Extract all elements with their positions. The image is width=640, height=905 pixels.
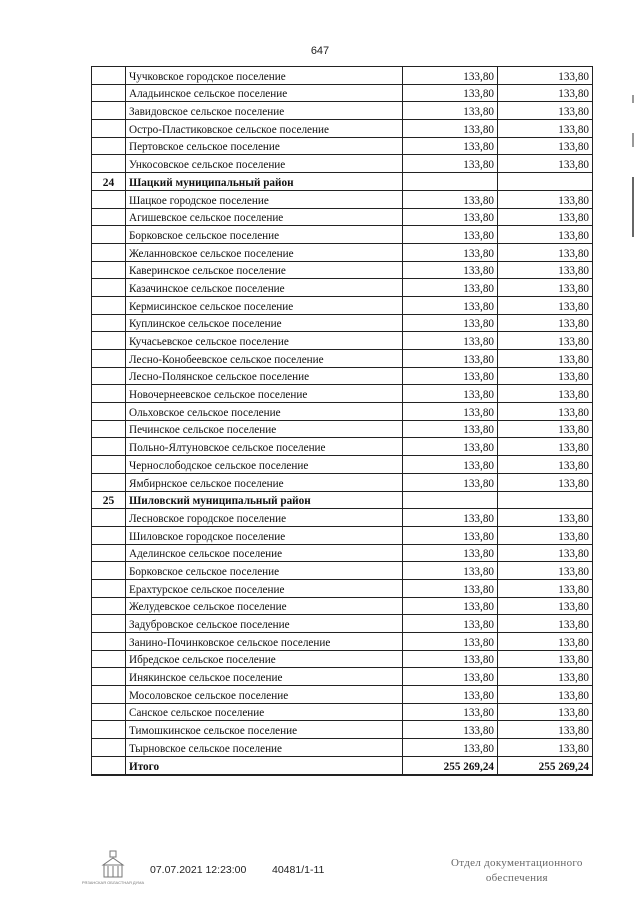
table-row bbox=[92, 597, 593, 615]
table-row bbox=[92, 67, 593, 85]
value-column-1: 133,80 bbox=[403, 721, 498, 739]
value-column-2: 133,80 bbox=[498, 633, 593, 651]
value-column-2: 133,80 bbox=[498, 350, 593, 368]
value-column-2: 133,80 bbox=[498, 650, 593, 668]
row-number bbox=[92, 102, 126, 120]
value-column-2: 133,80 bbox=[498, 615, 593, 633]
settlement-name: Кермисинское сельское поселение bbox=[126, 296, 403, 314]
value-column-1: 133,80 bbox=[403, 686, 498, 704]
value-column-1: 133,80 bbox=[403, 473, 498, 491]
settlement-name: Каверинское сельское поселение bbox=[126, 261, 403, 279]
row-number bbox=[92, 403, 126, 421]
value-column-1: 133,80 bbox=[403, 208, 498, 226]
table-row bbox=[92, 403, 593, 421]
row-number bbox=[92, 456, 126, 474]
row-number bbox=[92, 261, 126, 279]
value-column-1: 133,80 bbox=[403, 597, 498, 615]
total-label: Итого bbox=[126, 756, 403, 774]
row-number bbox=[92, 332, 126, 350]
value-column-2: 133,80 bbox=[498, 509, 593, 527]
settlement-name: Шацкое городское поселение bbox=[126, 190, 403, 208]
table-row bbox=[92, 703, 593, 721]
value-column-1: 133,80 bbox=[403, 155, 498, 173]
settlement-name: Задубровское сельское поселение bbox=[126, 615, 403, 633]
table-row bbox=[92, 456, 593, 474]
table-row bbox=[92, 84, 593, 102]
settlement-name: Польно-Ялтуновское сельское поселение bbox=[126, 438, 403, 456]
value-column-2: 133,80 bbox=[498, 332, 593, 350]
row-number bbox=[92, 279, 126, 297]
settlement-name: Санское сельское поселение bbox=[126, 703, 403, 721]
settlement-name: Ункосовское сельское поселение bbox=[126, 155, 403, 173]
value-column-1: 133,80 bbox=[403, 650, 498, 668]
settlement-name: Ямбирнское сельское поселение bbox=[126, 473, 403, 491]
row-number bbox=[92, 438, 126, 456]
table-row bbox=[92, 120, 593, 138]
value-column-2: 133,80 bbox=[498, 403, 593, 421]
value-column-1: 133,80 bbox=[403, 137, 498, 155]
row-number bbox=[92, 562, 126, 580]
value-column-1: 133,80 bbox=[403, 296, 498, 314]
stamp-line-1: Отдел документационного bbox=[451, 857, 583, 869]
scan-edge-marks bbox=[632, 95, 636, 267]
row-number bbox=[92, 668, 126, 686]
value-column-1: 133,80 bbox=[403, 456, 498, 474]
value-column-2: 133,80 bbox=[498, 137, 593, 155]
settlement-name: Ибредское сельское поселение bbox=[126, 650, 403, 668]
table-row bbox=[92, 226, 593, 244]
table-row bbox=[92, 332, 593, 350]
value-column-1: 133,80 bbox=[403, 102, 498, 120]
row-number bbox=[92, 350, 126, 368]
table-row bbox=[92, 544, 593, 562]
value-column-2: 133,80 bbox=[498, 579, 593, 597]
row-number bbox=[92, 120, 126, 138]
table-row bbox=[92, 137, 593, 155]
value-column-2: 133,80 bbox=[498, 279, 593, 297]
value-column-1: 133,80 bbox=[403, 332, 498, 350]
settlement-name: Тимошкинское сельское поселение bbox=[126, 721, 403, 739]
table-row bbox=[92, 102, 593, 120]
table-row bbox=[92, 190, 593, 208]
table-row bbox=[92, 633, 593, 651]
table-row bbox=[92, 526, 593, 544]
row-number bbox=[92, 526, 126, 544]
value-column-2: 133,80 bbox=[498, 562, 593, 580]
row-number bbox=[92, 509, 126, 527]
value-column-2: 133,80 bbox=[498, 243, 593, 261]
value-column-2: 133,80 bbox=[498, 296, 593, 314]
settlement-name: Занино-Починковское сельское поселение bbox=[126, 633, 403, 651]
value-column-1: 133,80 bbox=[403, 314, 498, 332]
row-number bbox=[92, 243, 126, 261]
value-column-2: 133,80 bbox=[498, 84, 593, 102]
value-column-2: 133,80 bbox=[498, 208, 593, 226]
row-number: 25 bbox=[92, 491, 126, 509]
table-row bbox=[92, 509, 593, 527]
table-row bbox=[92, 668, 593, 686]
value-column-2: 133,80 bbox=[498, 668, 593, 686]
value-column-1: 133,80 bbox=[403, 243, 498, 261]
settlement-name: Ерахтурское сельское поселение bbox=[126, 579, 403, 597]
value-column-1: 133,80 bbox=[403, 544, 498, 562]
value-column-1: 133,80 bbox=[403, 562, 498, 580]
settlement-name: Лесно-Полянское сельское поселение bbox=[126, 367, 403, 385]
value-column-1: 133,80 bbox=[403, 739, 498, 757]
value-column-2: 133,80 bbox=[498, 190, 593, 208]
value-column-1: 133,80 bbox=[403, 279, 498, 297]
settlement-name: Печинское сельское поселение bbox=[126, 420, 403, 438]
settlement-name: Желудевское сельское поселение bbox=[126, 597, 403, 615]
district-header-row bbox=[92, 491, 593, 509]
value-column-2: 133,80 bbox=[498, 544, 593, 562]
row-number bbox=[92, 739, 126, 757]
value-column-1: 133,80 bbox=[403, 226, 498, 244]
value-column-1: 133,80 bbox=[403, 526, 498, 544]
settlement-name: Чернослободское сельское поселение bbox=[126, 456, 403, 474]
value-column-2: 133,80 bbox=[498, 438, 593, 456]
row-number bbox=[92, 686, 126, 704]
table-row bbox=[92, 438, 593, 456]
row-number bbox=[92, 137, 126, 155]
value-column-2 bbox=[498, 491, 593, 509]
table-row bbox=[92, 473, 593, 491]
table-row bbox=[92, 615, 593, 633]
footer-doc-number: 40481/1-11 bbox=[272, 864, 325, 876]
stamp-line-2: обеспечения bbox=[485, 872, 548, 884]
total-value-1: 255 269,24 bbox=[403, 756, 498, 774]
value-column-1: 133,80 bbox=[403, 579, 498, 597]
row-number bbox=[92, 633, 126, 651]
value-column-1: 133,80 bbox=[403, 120, 498, 138]
settlement-name: Аладьинское сельское поселение bbox=[126, 84, 403, 102]
row-number bbox=[92, 473, 126, 491]
district-header-row bbox=[92, 173, 593, 191]
value-column-2: 133,80 bbox=[498, 367, 593, 385]
row-number bbox=[92, 226, 126, 244]
settlement-name: Лесновское городское поселение bbox=[126, 509, 403, 527]
row-number: 24 bbox=[92, 173, 126, 191]
page-number: 647 bbox=[310, 45, 330, 57]
row-number bbox=[92, 703, 126, 721]
value-column-2: 133,80 bbox=[498, 597, 593, 615]
value-column-1: 133,80 bbox=[403, 367, 498, 385]
settlement-name: Агишевское сельское поселение bbox=[126, 208, 403, 226]
value-column-2: 133,80 bbox=[498, 120, 593, 138]
settlement-name: Борковское сельское поселение bbox=[126, 226, 403, 244]
settlement-name: Аделинское сельское поселение bbox=[126, 544, 403, 562]
value-column-1: 133,80 bbox=[403, 67, 498, 85]
total-row bbox=[92, 756, 593, 774]
value-column-1: 133,80 bbox=[403, 84, 498, 102]
value-column-1: 133,80 bbox=[403, 350, 498, 368]
value-column-2: 133,80 bbox=[498, 526, 593, 544]
table-row bbox=[92, 261, 593, 279]
value-column-1: 133,80 bbox=[403, 420, 498, 438]
settlement-name: Остро-Пластиковское сельское поселение bbox=[126, 120, 403, 138]
settlement-name: Новочернеевское сельское поселение bbox=[126, 385, 403, 403]
value-column-1: 133,80 bbox=[403, 385, 498, 403]
value-column-1 bbox=[403, 173, 498, 191]
logo-caption: РЯЗАНСКАЯ ОБЛАСТНАЯ ДУМА bbox=[81, 880, 145, 885]
value-column-1 bbox=[403, 491, 498, 509]
value-column-2: 133,80 bbox=[498, 226, 593, 244]
row-number bbox=[92, 650, 126, 668]
row-number bbox=[92, 67, 126, 85]
value-column-2: 133,80 bbox=[498, 261, 593, 279]
settlement-name: Ольховское сельское поселение bbox=[126, 403, 403, 421]
row-number bbox=[92, 579, 126, 597]
table-row bbox=[92, 208, 593, 226]
settlement-name: Лесно-Конобеевское сельское поселение bbox=[126, 350, 403, 368]
table-row bbox=[92, 367, 593, 385]
value-column-1: 133,80 bbox=[403, 190, 498, 208]
value-column-1: 133,80 bbox=[403, 403, 498, 421]
table-row bbox=[92, 579, 593, 597]
row-number bbox=[92, 544, 126, 562]
department-stamp bbox=[451, 856, 583, 886]
table-row bbox=[92, 279, 593, 297]
row-number bbox=[92, 296, 126, 314]
settlement-name: Шацкий муниципальный район bbox=[126, 173, 403, 191]
value-column-2: 133,80 bbox=[498, 102, 593, 120]
total-num-cell bbox=[92, 756, 126, 774]
value-column-2: 133,80 bbox=[498, 420, 593, 438]
value-column-2: 133,80 bbox=[498, 473, 593, 491]
row-number bbox=[92, 208, 126, 226]
row-number bbox=[92, 615, 126, 633]
table-row bbox=[92, 296, 593, 314]
settlement-name: Инякинское сельское поселение bbox=[126, 668, 403, 686]
settlement-name: Пертовское сельское поселение bbox=[126, 137, 403, 155]
duma-logo bbox=[81, 851, 145, 892]
value-column-1: 133,80 bbox=[403, 438, 498, 456]
value-column-2: 133,80 bbox=[498, 456, 593, 474]
table-row bbox=[92, 721, 593, 739]
footer-datetime: 07.07.2021 12:23:00 bbox=[150, 864, 247, 876]
value-column-1: 133,80 bbox=[403, 668, 498, 686]
table-row bbox=[92, 420, 593, 438]
value-column-2: 133,80 bbox=[498, 314, 593, 332]
settlement-name: Завидовское сельское поселение bbox=[126, 102, 403, 120]
settlement-name: Казачинское сельское поселение bbox=[126, 279, 403, 297]
value-column-1: 133,80 bbox=[403, 703, 498, 721]
table-row bbox=[92, 314, 593, 332]
value-column-2: 133,80 bbox=[498, 739, 593, 757]
value-column-2: 133,80 bbox=[498, 67, 593, 85]
row-number bbox=[92, 597, 126, 615]
table-row bbox=[92, 650, 593, 668]
settlement-name: Желанновское сельское поселение bbox=[126, 243, 403, 261]
table-body bbox=[92, 67, 593, 757]
settlement-name: Тырновское сельское поселение bbox=[126, 739, 403, 757]
settlement-name: Шиловское городское поселение bbox=[126, 526, 403, 544]
row-number bbox=[92, 155, 126, 173]
row-number bbox=[92, 385, 126, 403]
table-row bbox=[92, 686, 593, 704]
table-row bbox=[92, 350, 593, 368]
settlement-name: Шиловский муниципальный район bbox=[126, 491, 403, 509]
value-column-1: 133,80 bbox=[403, 615, 498, 633]
row-number bbox=[92, 367, 126, 385]
total-value-2: 255 269,24 bbox=[498, 756, 593, 774]
value-column-1: 133,80 bbox=[403, 509, 498, 527]
table-row bbox=[92, 155, 593, 173]
value-column-1: 133,80 bbox=[403, 633, 498, 651]
settlement-name: Борковское сельское поселение bbox=[126, 562, 403, 580]
value-column-2 bbox=[498, 173, 593, 191]
table-row bbox=[92, 243, 593, 261]
value-column-2: 133,80 bbox=[498, 686, 593, 704]
row-number bbox=[92, 314, 126, 332]
value-column-2: 133,80 bbox=[498, 155, 593, 173]
table-row bbox=[92, 385, 593, 403]
value-column-2: 133,80 bbox=[498, 721, 593, 739]
row-number bbox=[92, 84, 126, 102]
row-number bbox=[92, 190, 126, 208]
duma-logo-icon bbox=[81, 851, 145, 887]
value-column-2: 133,80 bbox=[498, 385, 593, 403]
settlement-name: Мосоловское сельское поселение bbox=[126, 686, 403, 704]
row-number bbox=[92, 721, 126, 739]
table-row bbox=[92, 562, 593, 580]
settlement-name: Кучасьевское сельское поселение bbox=[126, 332, 403, 350]
value-column-2: 133,80 bbox=[498, 703, 593, 721]
settlement-name: Куплинское сельское поселение bbox=[126, 314, 403, 332]
value-column-1: 133,80 bbox=[403, 261, 498, 279]
settlement-name: Чучковское городское поселение bbox=[126, 67, 403, 85]
budget-table bbox=[91, 66, 593, 776]
row-number bbox=[92, 420, 126, 438]
table-row bbox=[92, 739, 593, 757]
